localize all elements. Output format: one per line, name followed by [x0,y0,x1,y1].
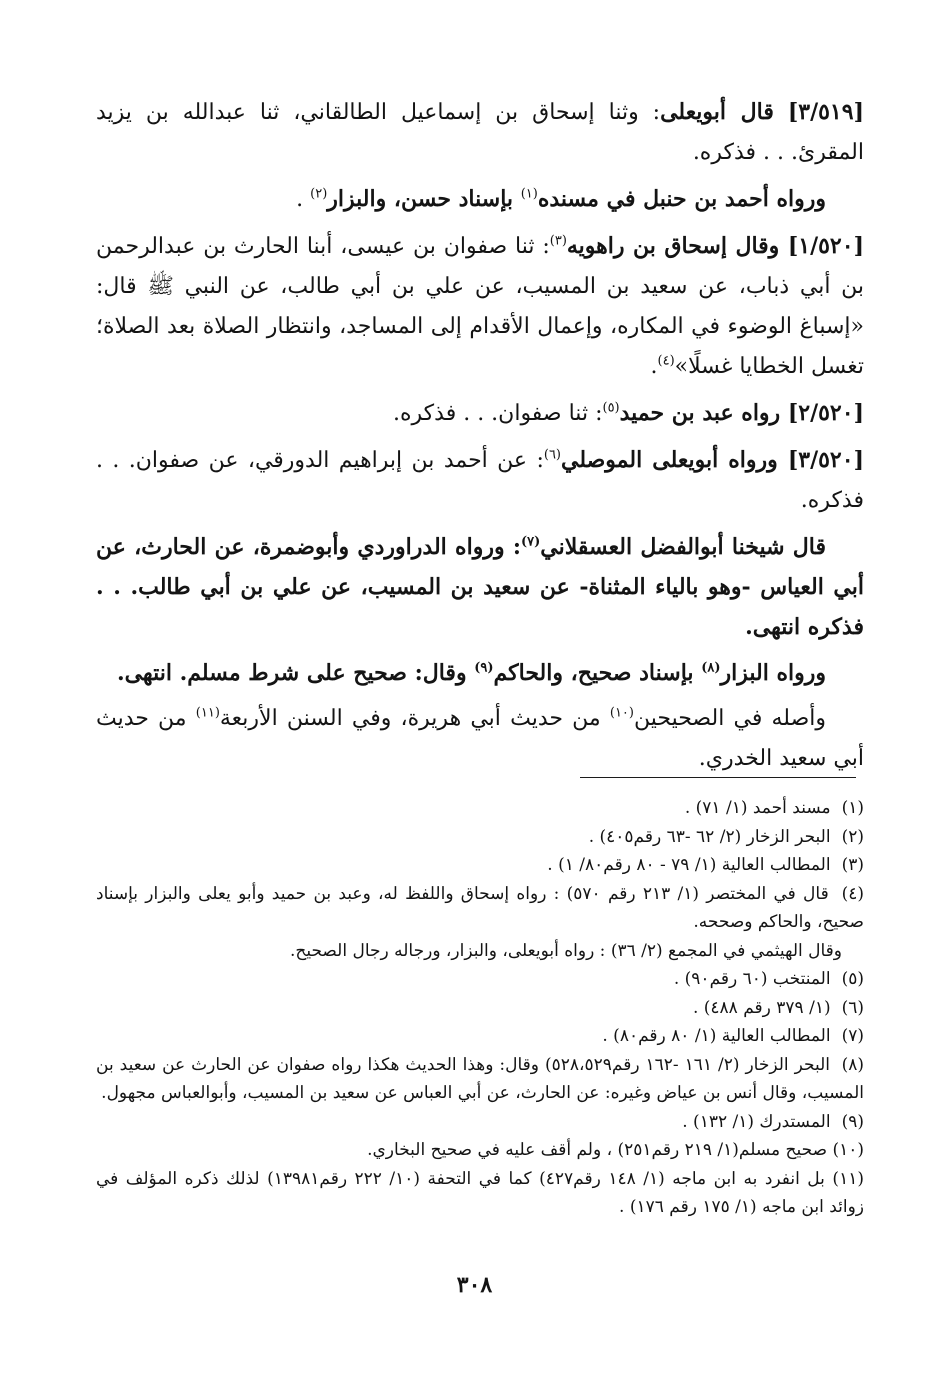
footnote-text: (١/ ٣٧٩ رقم ٤٨٨) . [692,997,831,1018]
footnote-4-continuation [96,937,864,966]
paragraph-text: ورواه أحمد بن حنبل في مسنده [537,186,826,212]
paragraph-text: وأصله في الصحيحين [633,706,827,731]
footnote-8 [96,1051,864,1108]
paragraph-asqalani [96,527,864,647]
footnote-1 [96,794,864,823]
footnote-marker-6[interactable]: (٦) [543,447,561,463]
footnote-text: المطالب العالية (١/ ٧٩ - ٨٠ رقم٨٠/ ١) . [547,855,831,875]
footnote-text: مسند أحمد (١/ ٧١) . [684,798,831,818]
footnote-marker-8[interactable]: (٨) [701,660,721,676]
narrator-heading: رواه عبد بن حميد [619,400,788,426]
paragraph-text: قال شيخنا أبوالفضل العسقلاني [540,534,826,560]
footnote-2 [96,823,864,852]
paragraph-text: بإسناد حسن، والبزار [327,186,521,212]
footnote-number: (١) [841,798,864,818]
footnote-marker-7[interactable]: (٧) [520,534,541,550]
footnote-7 [96,1022,864,1051]
hadith-ref: [١/٥٢٠] [787,233,864,259]
paragraph-text: : ثنا صفوان بن عيسى، أبنا الحارث بن عبدالرحمن بن أبي ذباب، عن سعيد بن المسيب، عن علي بن أبي طالب، عن النبي ﷺ قال: «إسباغ الوضوء في المكاره، وإعمال الأقدام إلى المساجد، وانتظار الصلاة بعد الصلاة؛ تغسل الخطايا غسلًا» [96,234,864,379]
paragraph-sahihain [96,699,864,779]
paragraph-text: وقال: صحيح على شرط مسلم. انتهى. [116,660,475,686]
paragraph-text: : ثنا صفوان. . . فذكره. [393,401,603,426]
footnote-text: البحر الزخار (٢/ ٦٢ -٦٣ رقم٤٠٥) . [588,826,831,847]
paragraph-text: . [296,187,311,212]
page-number: ٣٠٨ [456,1272,493,1298]
main-text [96,92,864,785]
footnote-number: (٤) [841,883,864,904]
footnote-4 [96,880,864,937]
footnote-number: (٢) [841,826,864,847]
footnote-text: البحر الزخار (٢/ ١٦١ -١٦٢ رقم٥٢٨،٥٢٩) وقال: وهذا الحديث هكذا رواه صفوان عن الحارث عن سعيد بن المسيب، وقال أنس بن عياض وغيره: عن الحارث، عن أبي العباس عن سعيد بن المسيب، وأبوالعباس مجهول. [96,1054,864,1103]
footnote-text: المستدرك (١/ ١٣٢) . [682,1111,831,1132]
paragraph-520-1 [96,226,864,387]
footnote-text: قال في المختصر (١/ ٢١٣ رقم ٥٧٠) : رواه إسحاق واللفظ له، وعبد بن حميد وأبو يعلى والبزار بإسناد صحيح، والحاكم وصححه. [96,883,864,932]
paragraph-ahmad [96,179,864,220]
footnote-marker-2[interactable]: (٢) [310,186,328,202]
footnote-number: (٥) [841,969,864,989]
footnote-number: (٩) [841,1111,864,1132]
footnote-10 [96,1136,864,1165]
footnote-marker-10[interactable]: (١٠) [609,705,634,721]
footnote-marker-5[interactable]: (٥) [602,400,620,416]
footnote-text: وقال الهيثمي في المجمع (٢/ ٣٦) : رواه أبويعلى، والبزار، ورجاله رجال الصحيح. [289,940,842,961]
footnote-3 [96,851,864,880]
paragraph-bazzar [96,653,864,693]
footnote-number: (٦) [841,997,864,1018]
paragraph-text: من حديث أبي هريرة، وفي السنن الأربعة [219,706,610,731]
footnote-9 [96,1108,864,1137]
paragraph-text: من حديث أبي سعيد الخدري. [96,706,864,771]
hadith-ref: [٣/٥١٩] [787,99,864,125]
paragraph-520-2 [96,393,864,434]
hadith-ref: [٣/٥٢٠] [787,447,864,473]
paragraph-text: بإسناد صحيح، والحاكم [493,660,702,686]
paragraph-text: : ورواه الدراوردي وأبوضمرة، عن الحارث، عن أبي العياس -وهو بالياء المثناة- عن سعيد بن المسيب، عن علي بن أبي طالب. . . فذكره انتهى. [96,534,865,640]
footnote-separator [580,777,856,778]
footnote-marker-1[interactable]: (١) [520,186,538,202]
paragraph-text: : عن أحمد بن إبراهيم الدورقي، عن صفوان. . . فذكره. [96,448,864,513]
footnote-number: (١١) [832,1168,864,1189]
narrator-heading: قال أبويعلى [660,99,774,125]
hadith-ref: [٢/٥٢٠] [787,400,864,426]
footnote-number: (٣) [841,855,864,875]
footnote-number: (١٠) [832,1140,864,1160]
footnotes [96,794,864,1222]
footnote-marker-3[interactable]: (٣) [549,233,567,249]
paragraph-text: . [650,354,658,379]
footnote-text: المطالب العالية (١/ ٨٠ رقم٨٠) . [602,1026,831,1046]
footnote-5 [96,965,864,994]
footnote-number: (٧) [841,1026,864,1046]
footnote-6 [96,994,864,1023]
footnote-text: بل انفرد به ابن ماجه (١/ ١٤٨ رقم٤٢٧) كما في التحفة (١٠/ ٢٢٢ رقم١٣٩٨١) لذلك ذكره المؤلف في زوائد ابن ماجه (١/ ١٧٥ رقم ١٧٦) . [96,1168,864,1217]
paragraph-text: : وثنا إسحاق بن إسماعيل الطالقاني، ثنا عبدالله بن يزيد المقرئ. . . فذكره. [96,100,864,165]
footnote-text: المنتخب (٦٠ رقم٩٠) . [673,969,831,989]
footnote-marker-9[interactable]: (٩) [474,660,494,676]
paragraph-519-3 [96,92,864,173]
footnote-text: صحيح مسلم(١/ ٢١٩ رقم٢٥١) ، ولم أقف عليه في صحيح البخاري. [367,1140,828,1160]
paragraph-text: ورواه البزار [720,660,826,686]
narrator-heading: ورواه أبويعلى الموصلي [561,447,788,473]
paragraph-520-3 [96,440,864,521]
footnote-marker-11[interactable]: (١١) [195,705,220,721]
footnote-marker-4[interactable]: (٤) [657,353,675,369]
narrator-heading: وقال إسحاق بن راهويه [566,233,788,259]
footnote-number: (٨) [841,1054,864,1075]
footnote-11 [96,1165,864,1222]
